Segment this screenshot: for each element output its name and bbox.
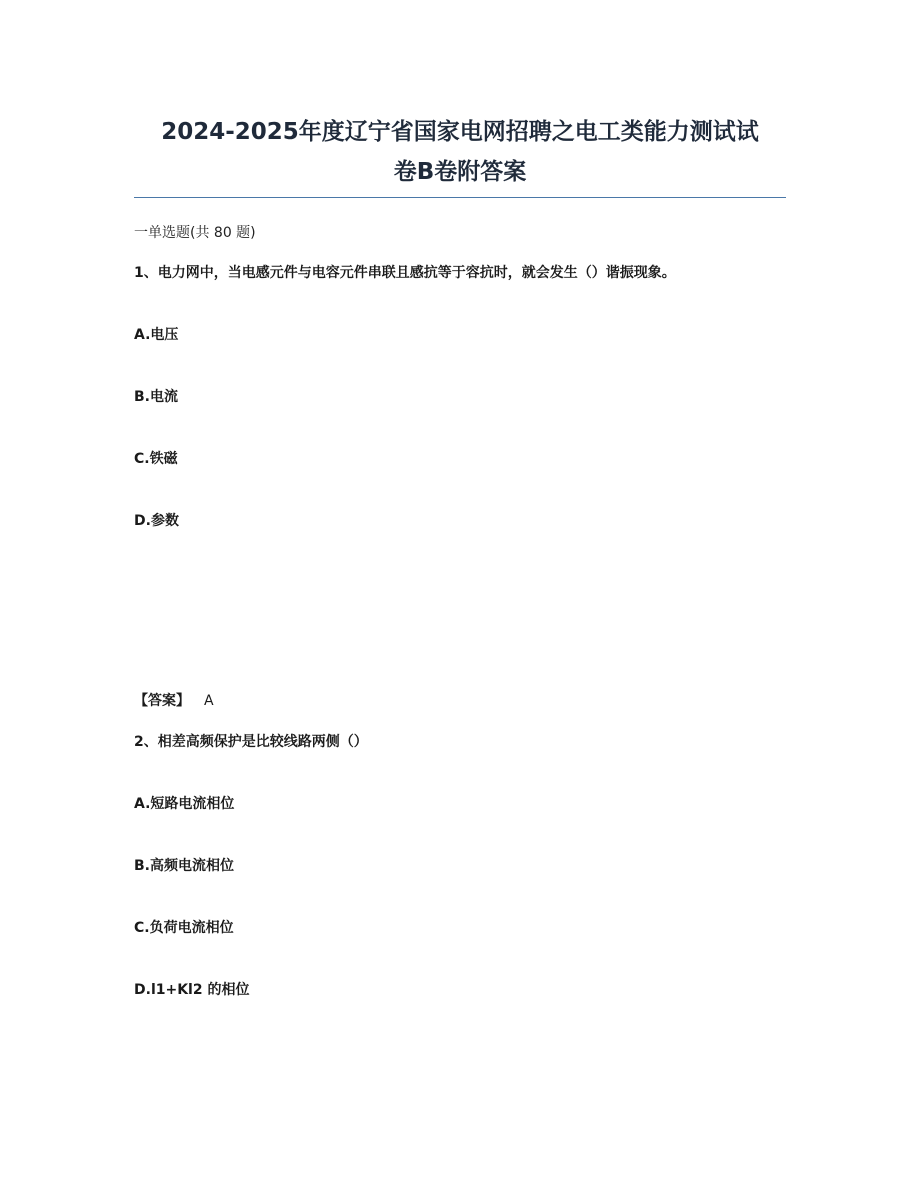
question-1-option-b: B.电流 [134,389,178,405]
question-2-option-b: B.高频电流相位 [134,858,234,874]
question-2-option-a: A.短路电流相位 [134,796,235,812]
question-1-option-d: D.参数 [134,513,179,529]
question-1-text: 1、电力网中，当电感元件与电容元件串联且感抗等于容抗时，就会发生（）谐振现象。 [134,265,676,281]
title-divider [134,197,786,198]
document-title-line-2: 卷B卷附答案 [393,159,527,185]
question-1-answer [134,691,214,711]
question-1-option-c: C.铁磁 [134,451,178,467]
answer-value: A [204,693,214,709]
section-label: 一单选题(共 80 题) [134,225,256,241]
question-1-option-a: A.电压 [134,327,179,343]
question-2-option-c: C.负荷电流相位 [134,920,234,936]
answer-label: 【答案】 [134,693,190,709]
question-2-text: 2、相差高频保护是比较线路两侧（） [134,734,368,750]
document-title-line-1: 2024-2025年度辽宁省国家电网招聘之电工类能力测试试 [161,119,759,145]
question-2-option-d: D.l1+Kl2 的相位 [134,982,250,998]
